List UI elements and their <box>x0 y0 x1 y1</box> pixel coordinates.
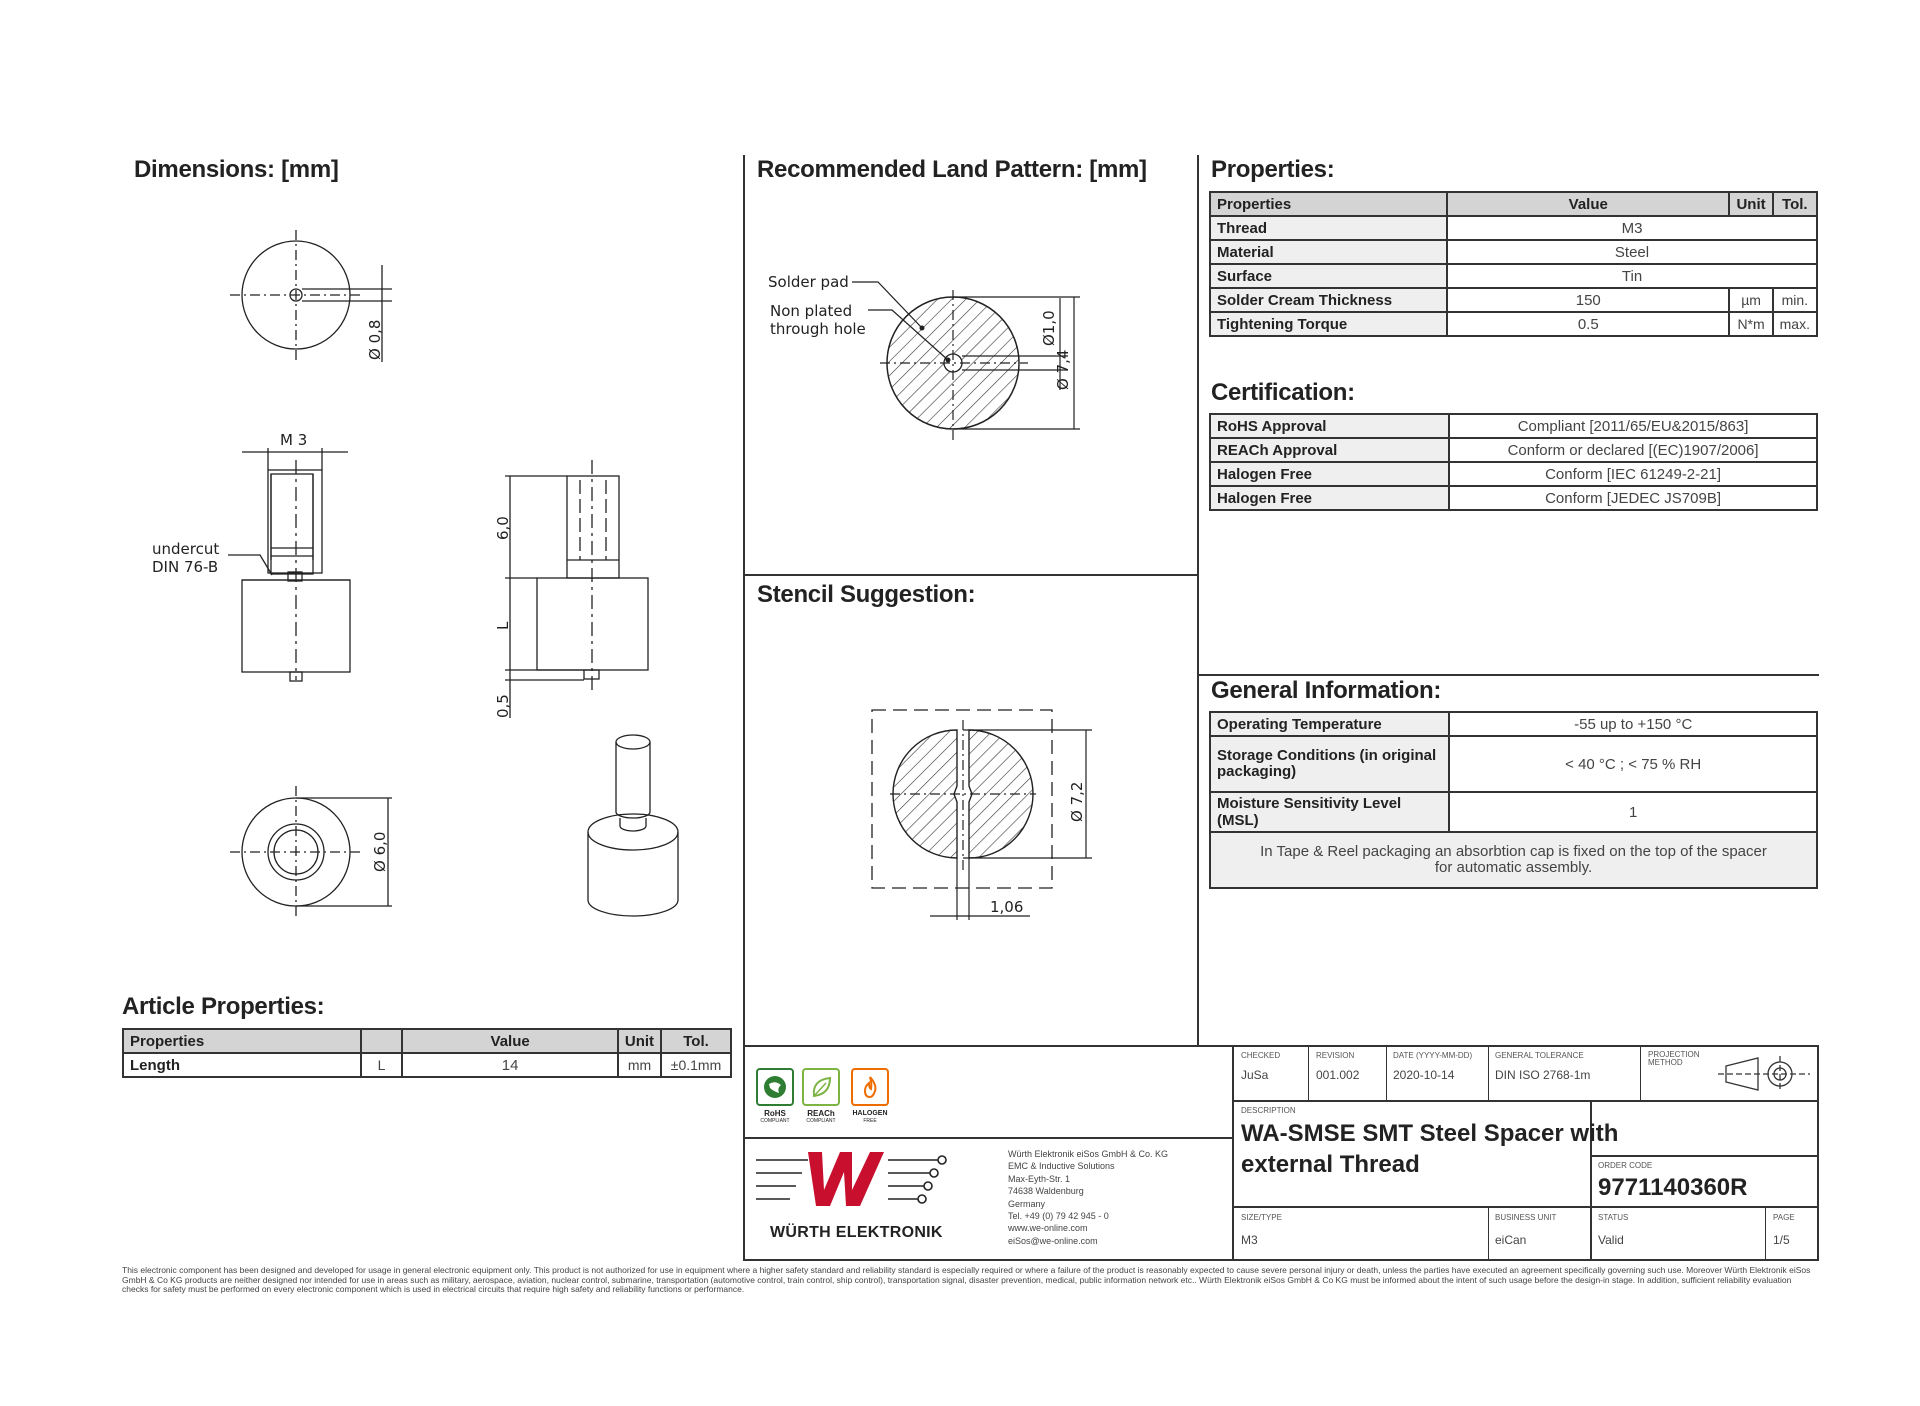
land-pattern-title: Recommended Land Pattern: [mm] <box>757 156 1147 183</box>
page-value: 1/5 <box>1773 1233 1790 1247</box>
business-unit-value: eiCan <box>1495 1233 1527 1247</box>
stencil-title: Stencil Suggestion: <box>757 581 976 608</box>
order-code: 9771140360R <box>1598 1174 1748 1201</box>
dim-0-5: 0,5 <box>494 694 512 718</box>
dim-din76b: DIN 76-B <box>152 558 219 576</box>
globe-icon <box>762 1074 788 1100</box>
dim-dia-10: Ø1,0 <box>1040 310 1058 346</box>
general-note: In Tape & Reel packaging an absorbtion cap is fixed on the top of the spacer for automatic assembly. <box>1210 832 1817 888</box>
checked-value: JuSa <box>1241 1068 1269 1082</box>
rohs-badge: RoHS COMPLIANT <box>756 1068 794 1124</box>
table-row: Halogen Free Conform [IEC 61249-2-21] <box>1210 462 1817 486</box>
table-row: Operating Temperature -55 up to +150 °C <box>1210 712 1817 736</box>
properties-title: Properties: <box>1211 156 1335 183</box>
dim-m3: M 3 <box>280 431 308 449</box>
tolerance-value: DIN ISO 2768-1m <box>1495 1068 1591 1082</box>
certification-title: Certification: <box>1211 379 1355 406</box>
properties-table <box>1209 191 1818 337</box>
company-address: Würth Elektronik eiSos GmbH & Co. KG EMC & Inductive Solutions Max-Eyth-Str. 1 74638 Waldenburg Germany Tel. +49 (0) 79 42 945 - 0 www.we-online.com eiSos@we-online.com <box>1008 1149 1169 1246</box>
dim-l: L <box>494 621 512 630</box>
legal-disclaimer: This electronic component has been designed and developed for usage in general electronic equipment only. This product is not authorized for use in equipment where a higher safety standard and reliability standard is especially required or where a failure of the product is reasonably expected to cause severe personal injury or death, unless the parties have executed an agreement specifically governing such use. Moreover Würth Elektronik eiSos GmbH & Co KG products are neither designed nor intended for use in areas such as military, aerospace, aviation, nuclear control, submarine, transportation (automotive control, train control, ship control), transportation signal, disaster prevention, medical, public information network etc.. Würth Elektronik eiSos GmbH & Co KG must be informed about the intent of such usage before the design-in stage. In addition, sufficient reliability evaluation checks for safety must be performed on every electronic component which is used in electrical circuits that require high safety and reliability functions or performance. <box>122 1265 1811 1294</box>
col-tol: Tol. <box>1773 192 1817 216</box>
table-row: Storage Conditions (in original packaging) < 40 °C ; < 75 % RH <box>1210 736 1817 792</box>
table-row: REACh Approval Conform or declared [(EC)1907/2006] <box>1210 438 1817 462</box>
col-properties: Properties <box>1210 192 1447 216</box>
dim-undercut: undercut <box>152 540 220 558</box>
land-pattern-drawing <box>750 260 1190 540</box>
status-value: Valid <box>1598 1233 1624 1247</box>
wurth-logo-text: WÜRTH ELEKTRONIK <box>770 1224 943 1241</box>
halogen-free-badge: HALOGEN FREE <box>848 1068 892 1124</box>
table-row: Halogen Free Conform [JEDEC JS709B] <box>1210 486 1817 510</box>
wurth-logo-icon <box>748 1148 958 1220</box>
product-description: WA-SMSE SMT Steel Spacer with external Thread <box>1241 1120 1619 1178</box>
frame-divider-general <box>1197 674 1819 676</box>
frame-divider-stencil <box>743 574 1199 576</box>
leaf-icon <box>808 1074 834 1100</box>
table-row: Surface Tin <box>1210 264 1817 288</box>
label-solder-pad: Solder pad <box>768 273 849 291</box>
table-row <box>1210 832 1817 888</box>
dimensions-title: Dimensions: [mm] <box>134 156 339 183</box>
table-row: Solder Cream Thickness 150 µm min. <box>1210 288 1817 312</box>
label-non-plated: Non plated <box>770 302 853 320</box>
certification-table <box>1209 413 1818 511</box>
table-row: RoHS Approval Compliant [2011/65/EU&2015/863] <box>1210 414 1817 438</box>
frame-divider-mid <box>1197 155 1199 1045</box>
table-row: Thread M3 <box>1210 216 1817 240</box>
table-row: Moisture Sensitivity Level (MSL) 1 <box>1210 792 1817 832</box>
table-row: Length L 14 mm ±0.1mm <box>123 1053 731 1077</box>
article-properties-title: Article Properties: <box>122 993 325 1020</box>
dim-dia-74: Ø 7,4 <box>1054 349 1072 390</box>
reach-badge: REACh COMPLIANT <box>802 1068 840 1124</box>
table-row: Tightening Torque 0.5 N*m max. <box>1210 312 1817 336</box>
projection-method-icon <box>1718 1054 1818 1094</box>
table-row: Material Steel <box>1210 240 1817 264</box>
general-info-table <box>1209 711 1818 889</box>
col-unit: Unit <box>1729 192 1772 216</box>
dimensions-drawing <box>0 0 740 872</box>
dim-1-06: 1,06 <box>990 898 1024 916</box>
label-through-hole: through hole <box>770 320 866 338</box>
size-value: M3 <box>1241 1233 1258 1247</box>
dim-dia-08: Ø 0,8 <box>366 319 384 360</box>
flame-icon <box>857 1074 883 1100</box>
general-info-title: General Information: <box>1211 677 1442 704</box>
dim-6-0: 6,0 <box>494 516 512 540</box>
dim-dia-60: Ø 6,0 <box>371 831 389 872</box>
col-value: Value <box>1447 192 1729 216</box>
date-value: 2020-10-14 <box>1393 1068 1455 1082</box>
revision-value: 001.002 <box>1316 1068 1360 1082</box>
article-properties-table: Properties Value Unit Tol. Length L 14 mm ±0.1mm <box>122 1028 732 1078</box>
dim-dia-72: Ø 7,2 <box>1068 781 1086 822</box>
stencil-drawing <box>750 690 1190 950</box>
